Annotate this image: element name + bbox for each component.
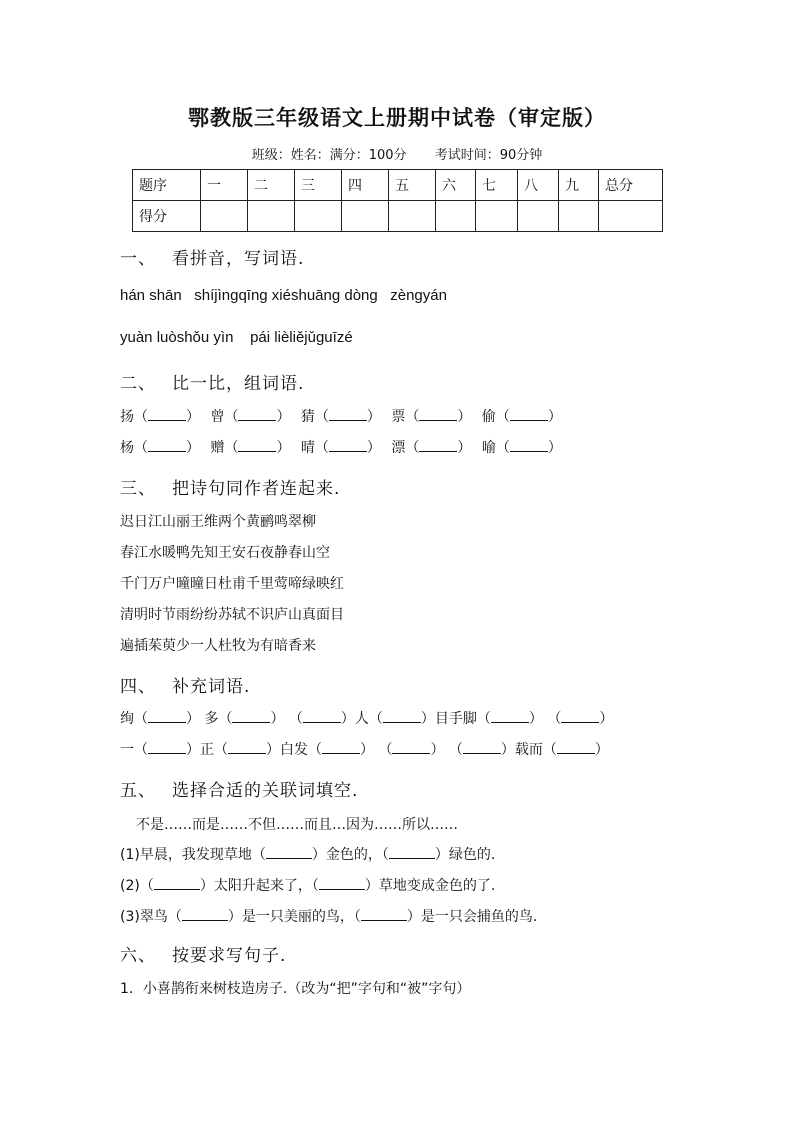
char: 杨 xyxy=(120,440,134,456)
answer-blank[interactable] xyxy=(319,877,365,890)
sentence-text: ）金色的，（ xyxy=(311,847,389,863)
char: 曾 xyxy=(210,409,225,425)
sentence-text: ）太阳升起来了，（ xyxy=(199,878,319,894)
answer-blank[interactable] xyxy=(383,710,421,723)
answer-blank[interactable] xyxy=(148,710,186,723)
char: 白发 xyxy=(280,742,308,758)
char: 绚 xyxy=(120,711,134,727)
supplement-row-1: 绚（ ） 多（ ） （ ）人（ ）目手脚（ ） （ ） xyxy=(120,711,614,727)
pinyin-word: yuàn luòshǒu yìn xyxy=(120,329,234,346)
answer-blank[interactable] xyxy=(238,439,276,452)
section-1-heading: 一、 看拼音，写词语. xyxy=(120,249,305,269)
section-6-heading: 六、 按要求写句子. xyxy=(120,946,287,966)
answer-blank[interactable] xyxy=(182,908,228,921)
table-cell: 总分 xyxy=(599,170,663,201)
answer-blank[interactable] xyxy=(148,408,186,421)
answer-blank[interactable] xyxy=(154,877,200,890)
answer-blank[interactable] xyxy=(510,408,548,421)
table-cell: 七 xyxy=(476,170,518,201)
score-table-score-row xyxy=(133,201,663,232)
answer-blank[interactable] xyxy=(392,741,430,754)
compare-row-1: 扬（ ） 曾（ ） 猜（ ） 票（ ） 偷（ ） xyxy=(120,409,562,425)
score-table xyxy=(132,169,663,232)
table-cell: 题序 xyxy=(133,170,201,201)
char: 正 xyxy=(200,742,214,758)
table-cell: 三 xyxy=(295,170,342,201)
table-cell: 一 xyxy=(201,170,248,201)
section-3-heading: 三、 把诗句同作者连起来. xyxy=(120,479,341,499)
pinyin-word: zèngyán xyxy=(390,287,447,304)
answer-blank[interactable] xyxy=(238,408,276,421)
answer-blank[interactable] xyxy=(232,710,270,723)
answer-blank[interactable] xyxy=(148,439,186,452)
sentence-text: (3)翠鸟（ xyxy=(120,909,182,925)
pinyin-word: shíjìngqīng xiéshuāng dòng xyxy=(194,287,378,304)
char: 偷 xyxy=(481,409,496,425)
poem-line: 清明时节雨纷纷苏轼不识庐山真面目 xyxy=(120,607,344,623)
score-input-cell[interactable] xyxy=(295,201,342,232)
score-input-cell[interactable] xyxy=(559,201,599,232)
table-cell: 六 xyxy=(436,170,476,201)
char: 载而 xyxy=(514,742,543,758)
poem-line: 遍插茱萸少一人杜牧为有暗香来 xyxy=(120,638,316,654)
question-6-item-1: 1．小喜鹊衔来树枝造房子.（改为“把”字句和“被”字句） xyxy=(120,981,471,997)
score-input-cell[interactable] xyxy=(436,201,476,232)
score-input-cell[interactable] xyxy=(389,201,436,232)
answer-blank[interactable] xyxy=(329,408,367,421)
compare-row-2: 杨（ ） 赠（ ） 晴（ ） 漂（ ） 喻（ ） xyxy=(120,440,562,456)
answer-blank[interactable] xyxy=(361,908,407,921)
answer-blank[interactable] xyxy=(266,846,312,859)
poem-line: 千门万户曈曈日杜甫千里莺啼绿映红 xyxy=(120,576,344,592)
table-cell: 八 xyxy=(518,170,559,201)
score-input-cell[interactable] xyxy=(476,201,518,232)
exam-time-info: 考试时间：90分钟 xyxy=(434,148,543,163)
fill-sentence-3 xyxy=(120,906,537,926)
char: 多 xyxy=(204,711,219,727)
exam-info xyxy=(0,144,794,163)
pinyin-word: pái lièliějǔguīzé xyxy=(250,329,353,346)
char: 猜 xyxy=(300,409,315,425)
sentence-text: ）绿色的. xyxy=(434,847,496,863)
table-cell: 得分 xyxy=(133,201,201,232)
answer-blank[interactable] xyxy=(389,846,435,859)
answer-blank[interactable] xyxy=(510,439,548,452)
score-input-cell[interactable] xyxy=(248,201,295,232)
answer-blank[interactable] xyxy=(419,439,457,452)
sentence-text: ）是一只会捕鱼的鸟. xyxy=(406,909,538,925)
page-title: 鄂教版三年级语文上册期中试卷（审定版） xyxy=(188,105,606,130)
fill-sentence-1 xyxy=(120,844,495,864)
sentence-text: ）草地变成金色的了. xyxy=(364,878,496,894)
char: 一 xyxy=(120,742,134,758)
answer-blank[interactable] xyxy=(557,741,595,754)
table-cell: 四 xyxy=(342,170,389,201)
pinyin-word: hán shān xyxy=(120,287,182,304)
table-cell: 九 xyxy=(559,170,599,201)
answer-blank[interactable] xyxy=(148,741,186,754)
score-input-cell[interactable] xyxy=(518,201,559,232)
class-name-info: 班级：姓名：满分：100分 xyxy=(251,148,407,163)
answer-blank[interactable] xyxy=(491,710,529,723)
char: 漂 xyxy=(391,440,406,456)
sentence-text: (2)（ xyxy=(120,878,154,894)
score-input-cell[interactable] xyxy=(599,201,663,232)
sentence-text: ）是一只美丽的鸟，（ xyxy=(227,909,361,925)
fill-sentence-2 xyxy=(120,875,495,895)
poem-line: 春江水暖鸭先知王安石夜静春山空 xyxy=(120,545,330,561)
table-cell: 五 xyxy=(389,170,436,201)
answer-blank[interactable] xyxy=(322,741,360,754)
poem-line: 迟日江山丽王维两个黄鹂鸣翠柳 xyxy=(120,514,316,530)
section-2-heading: 二、 比一比，组词语. xyxy=(120,374,305,394)
answer-blank[interactable] xyxy=(329,439,367,452)
section-5-heading: 五、 选择合适的关联词填空. xyxy=(120,781,359,801)
char: 晴 xyxy=(300,440,315,456)
answer-blank[interactable] xyxy=(561,710,599,723)
char: 赠 xyxy=(210,440,225,456)
score-input-cell[interactable] xyxy=(342,201,389,232)
char: 喻 xyxy=(481,440,496,456)
pinyin-line-2 xyxy=(120,329,353,346)
table-cell: 二 xyxy=(248,170,295,201)
pinyin-line-1 xyxy=(120,287,447,304)
supplement-row-2: 一（ ）正（ ）白发（ ） （ ） （ ）载而（ ） xyxy=(120,742,609,758)
char: 人 xyxy=(354,711,369,727)
sentence-text: (1)早晨，我发现草地（ xyxy=(120,847,266,863)
score-input-cell[interactable] xyxy=(201,201,248,232)
answer-blank[interactable] xyxy=(463,741,501,754)
answer-blank[interactable] xyxy=(303,710,341,723)
char: 票 xyxy=(391,409,406,425)
answer-blank[interactable] xyxy=(419,408,457,421)
answer-blank[interactable] xyxy=(228,741,266,754)
char: 目手脚 xyxy=(434,711,477,727)
score-table-header-row xyxy=(133,170,663,201)
char: 扬 xyxy=(120,409,134,425)
section-4-heading: 四、 补充词语. xyxy=(120,677,251,697)
connector-options: 不是……而是……不但……而且…因为……所以…… xyxy=(136,817,458,833)
